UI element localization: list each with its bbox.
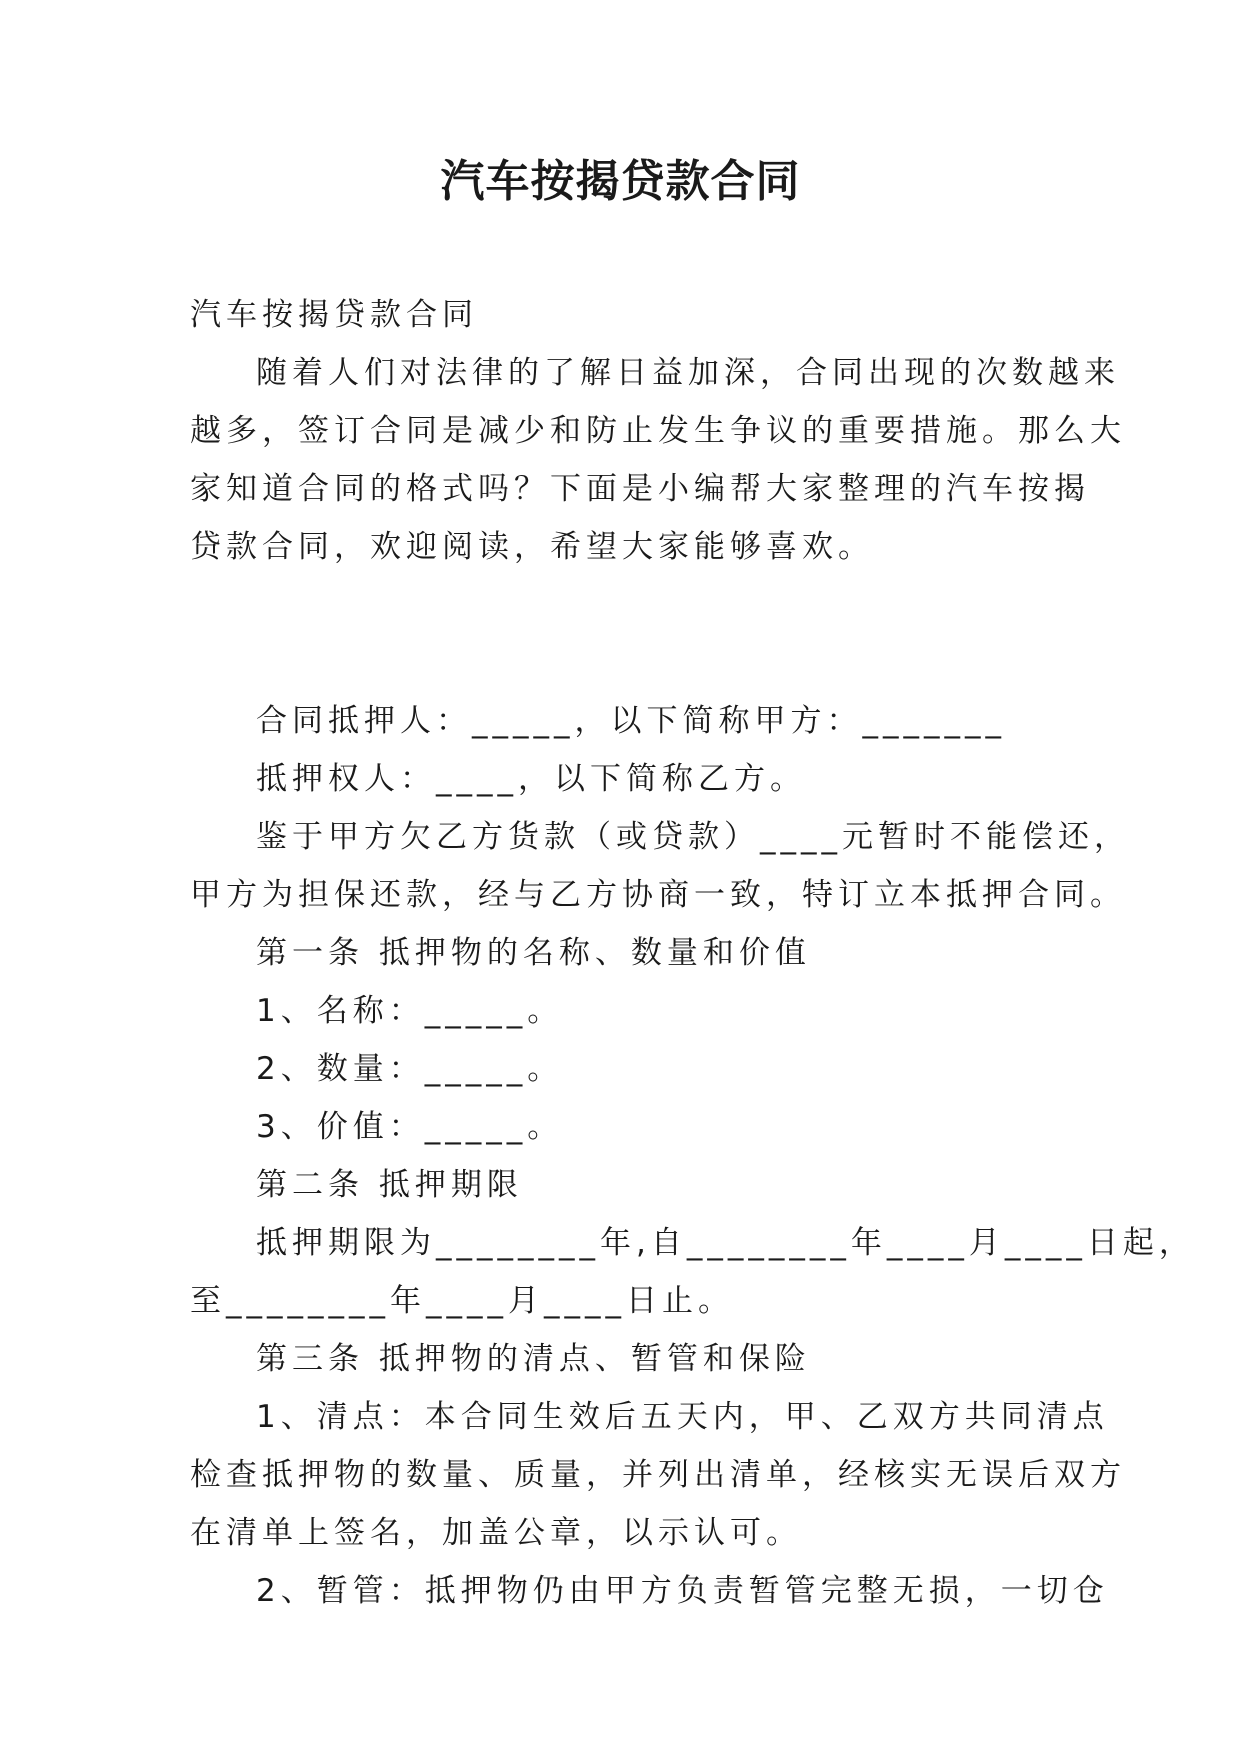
- article-3-line: 1、清点：本合同生效后五天内，甲、乙双方共同清点: [256, 1399, 1109, 1435]
- mortgagee-line: 抵押权人：____，以下简称乙方。: [256, 761, 806, 797]
- intro-line: 越多，签订合同是减少和防止发生争议的重要措施。那么大: [190, 413, 1126, 449]
- article-1-item: 2、数量：_____。: [256, 1051, 564, 1087]
- article-2-line: 抵押期限为________年,自________年____月____日起，: [256, 1225, 1195, 1261]
- article-2-line: 至________年____月____日止。: [190, 1283, 734, 1319]
- article-3-line: 检查抵押物的数量、质量，并列出清单，经核实无误后双方: [190, 1457, 1126, 1493]
- article-2-heading: 第二条 抵押期限: [256, 1167, 523, 1203]
- article-3-line: 2、暂管：抵押物仍由甲方负责暂管完整无损，一切仓: [256, 1573, 1109, 1609]
- article-1-item: 3、价值：_____。: [256, 1109, 564, 1145]
- paragraph-gap: [190, 576, 1070, 692]
- recital-line: 甲方为担保还款，经与乙方协商一致，特订立本抵押合同。: [190, 877, 1126, 913]
- intro-line: 贷款合同，欢迎阅读，希望大家能够喜欢。: [190, 529, 874, 565]
- article-3-heading: 第三条 抵押物的清点、暂管和保险: [256, 1341, 811, 1377]
- intro-line: 随着人们对法律的了解日益加深，合同出现的次数越来: [256, 355, 1120, 391]
- intro-line: 家知道合同的格式吗？下面是小编帮大家整理的汽车按揭: [190, 471, 1090, 507]
- document-body: [190, 286, 1195, 1620]
- mortgagor-line: 合同抵押人：_____，以下简称甲方：_______: [256, 703, 1006, 739]
- article-1-heading: 第一条 抵押物的名称、数量和价值: [256, 935, 811, 971]
- document-title: 汽车按揭贷款合同: [440, 156, 801, 207]
- article-3-line: 在清单上签名，加盖公章，以示认可。: [190, 1515, 802, 1551]
- article-1-item: 1、名称：_____。: [256, 993, 564, 1029]
- recital-line: 鉴于甲方欠乙方货款（或贷款）____元暂时不能偿还，: [256, 819, 1130, 855]
- document-subtitle: 汽车按揭贷款合同: [190, 297, 478, 333]
